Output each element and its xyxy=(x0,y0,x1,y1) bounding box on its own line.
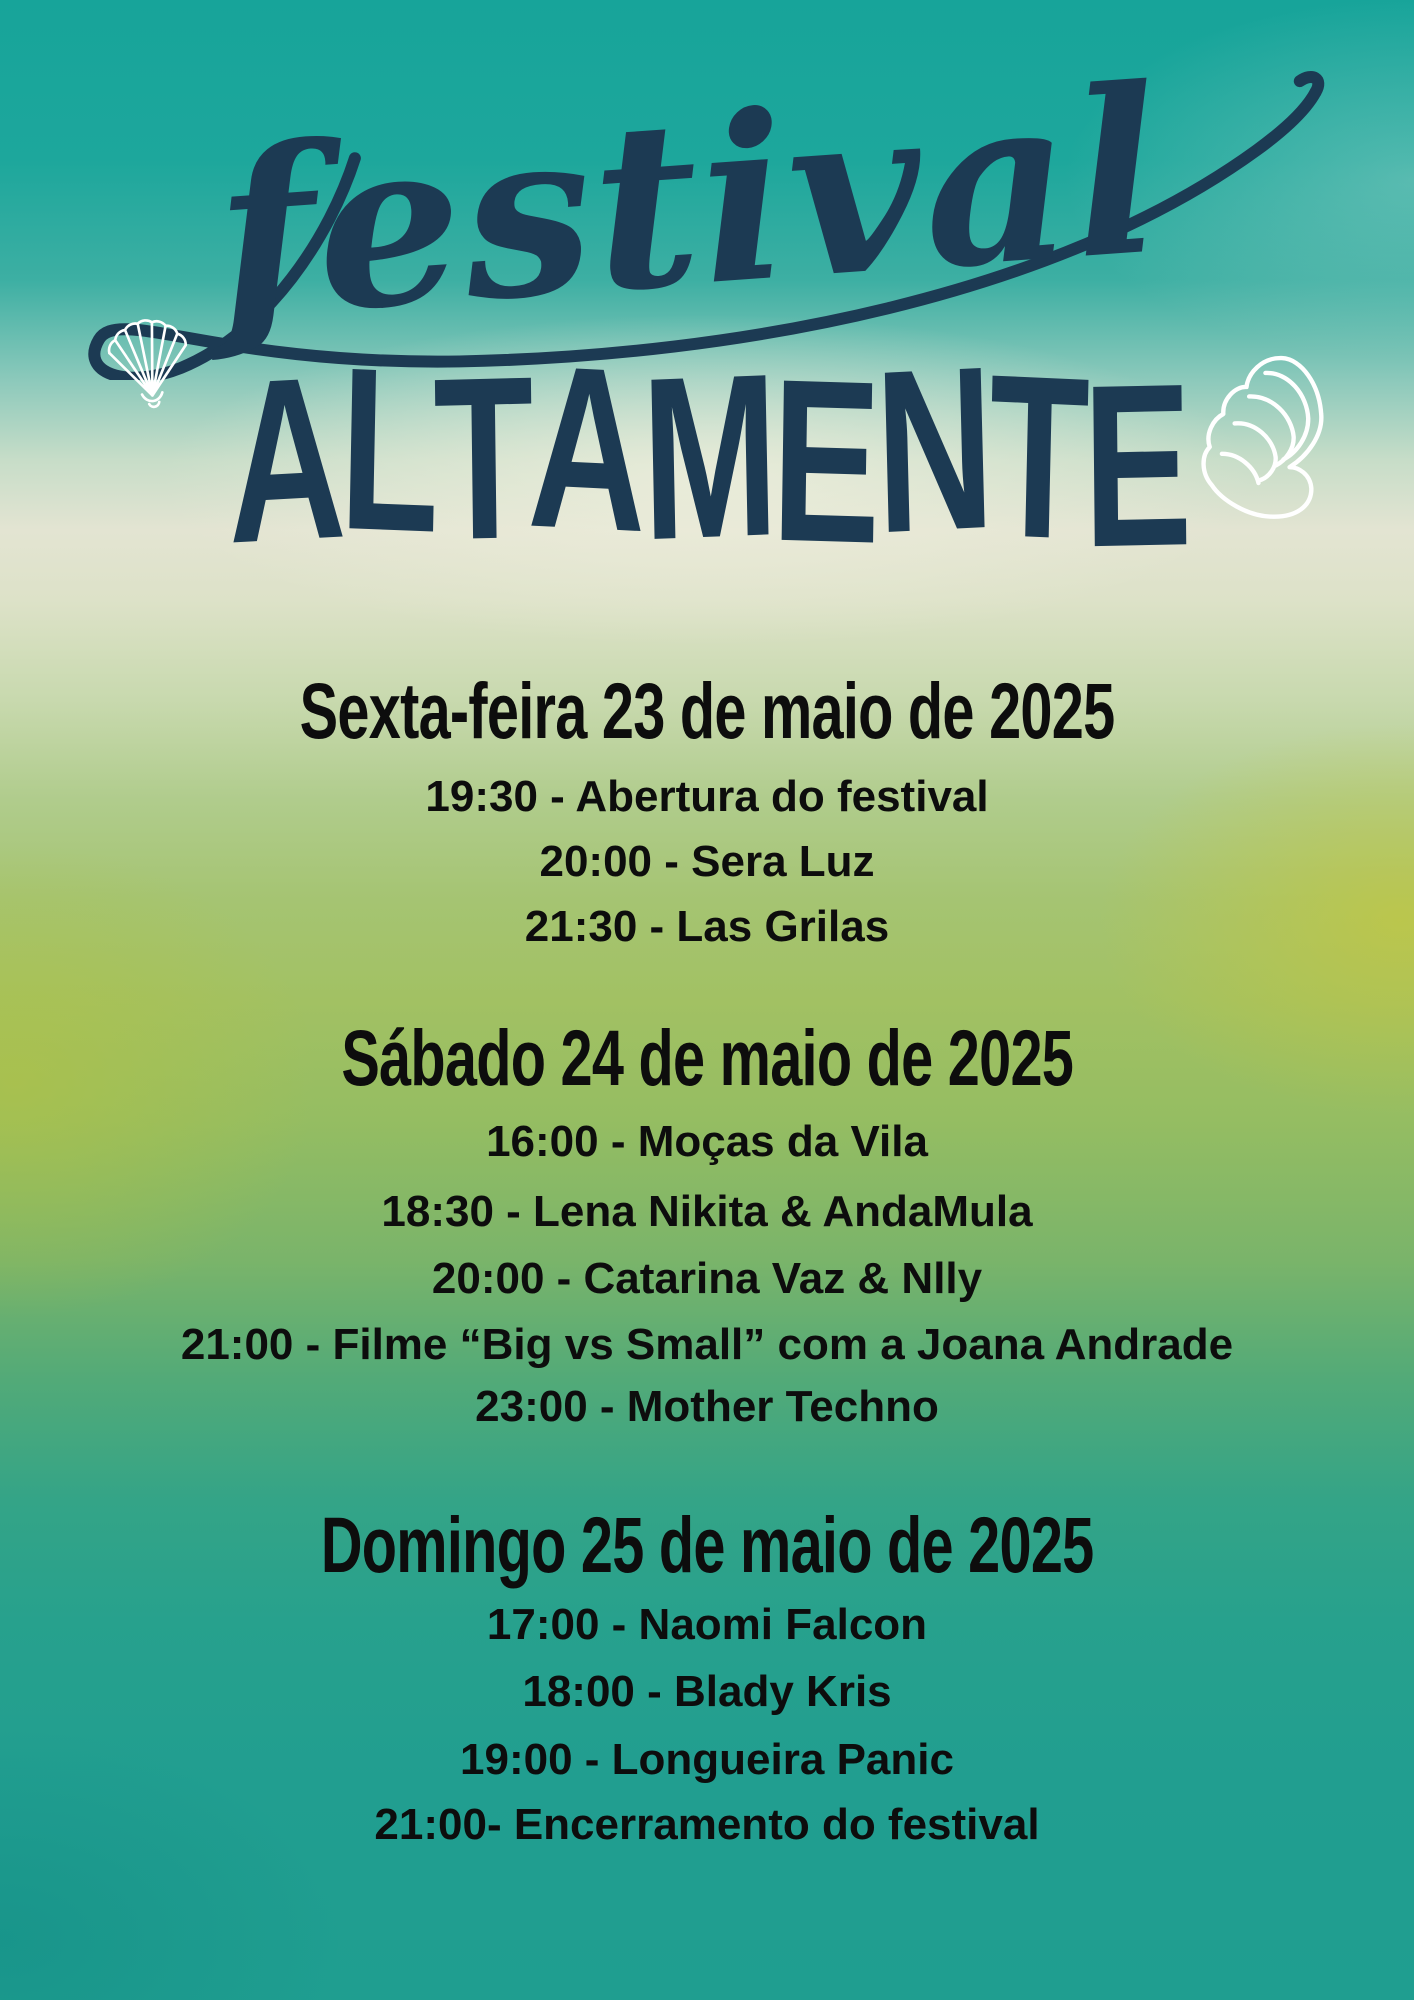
event-item: 21:00 - Filme “Big vs Small” com a Joana Andrade xyxy=(180,1320,1234,1369)
day-header-domingo xyxy=(0,1500,1414,1589)
event-item: 18:00 - Blady Kris xyxy=(522,1667,892,1716)
main-title-letter: N xyxy=(872,316,992,583)
day-header-sexta-label: Sexta-feira 23 de maio de 2025 xyxy=(299,666,1115,755)
main-title-letter: E xyxy=(770,329,878,593)
event-item: 21:00- Encerramento do festival xyxy=(374,1800,1040,1849)
main-title-letter: E xyxy=(1082,334,1189,597)
event-item: 20:00 - Sera Luz xyxy=(539,837,875,886)
event-item: 23:00 - Mother Techno xyxy=(475,1382,939,1431)
script-flourish-tip xyxy=(1300,76,1319,93)
main-title-letter: A xyxy=(223,326,344,593)
event-item: 21:30 - Las Grilas xyxy=(524,902,890,951)
event-item: 17:00 - Naomi Falcon xyxy=(486,1600,928,1649)
main-title-letter: T xyxy=(985,324,1087,589)
main-title xyxy=(0,315,1414,597)
main-title-letter: T xyxy=(432,326,531,590)
script-title: festival xyxy=(207,40,1171,370)
event-item: 16:00 - Moças da Vila xyxy=(486,1117,928,1166)
day-header-domingo-label: Domingo 25 de maio de 2025 xyxy=(320,1500,1094,1589)
day-header-sabado xyxy=(0,1013,1414,1102)
day-header-sabado-label: Sábado 24 de maio de 2025 xyxy=(341,1013,1073,1102)
day-header-sexta xyxy=(0,666,1414,755)
main-title-letter: M xyxy=(639,324,775,590)
main-title-letter: L xyxy=(337,317,437,582)
event-item: 19:00 - Longueira Panic xyxy=(460,1735,954,1784)
event-item: 19:30 - Abertura do festival xyxy=(425,772,989,821)
event-item: 18:30 - Lena Nikita & AndaMula xyxy=(381,1187,1033,1236)
main-title-letter: A xyxy=(525,315,645,581)
event-item: 20:00 - Catarina Vaz & Nlly xyxy=(431,1254,983,1303)
